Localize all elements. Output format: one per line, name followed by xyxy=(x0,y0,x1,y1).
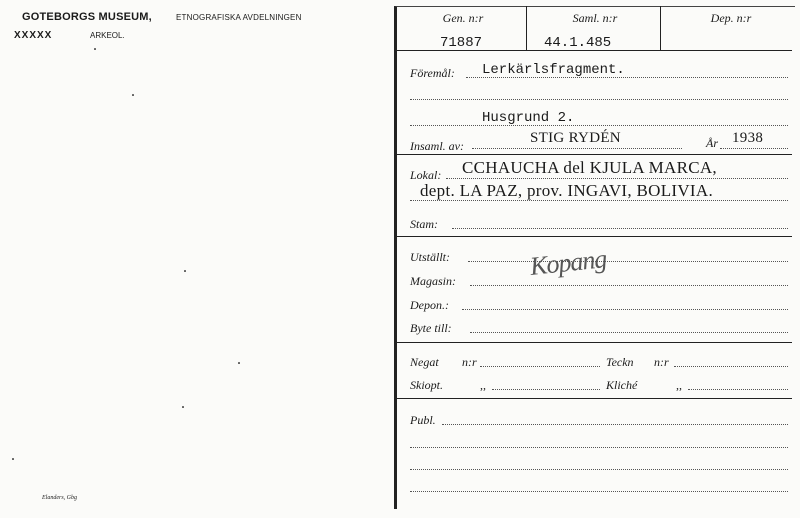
foremal-label: Föremål: xyxy=(410,66,455,80)
teckn-nr-label: n:r xyxy=(654,355,669,369)
dotted-line xyxy=(410,125,788,126)
dotted-line xyxy=(492,389,600,390)
depon-label: Depon.: xyxy=(410,298,449,312)
museum-name: GOTEBORGS MUSEUM, xyxy=(22,11,152,23)
dotted-line xyxy=(466,77,788,78)
speck xyxy=(182,406,184,408)
section-divider xyxy=(397,342,792,343)
dep-nr-label: Dep. n:r xyxy=(710,11,752,25)
magasin-label: Magasin: xyxy=(410,274,456,288)
saml-nr-label: Saml. n:r xyxy=(572,11,618,25)
speck xyxy=(184,270,186,272)
section-divider xyxy=(397,154,792,155)
foremal-value: Lerkärlsfragment. xyxy=(482,62,625,78)
negat-nr-label: n:r xyxy=(462,355,477,369)
stam-label: Stam: xyxy=(410,217,438,231)
foremal-value-line2: Husgrund 2. xyxy=(482,110,575,126)
speck xyxy=(132,94,134,96)
handwritten-signature: Kopang xyxy=(528,244,608,281)
ar-value: 1938 xyxy=(732,130,764,146)
dotted-line xyxy=(470,285,788,286)
dotted-line xyxy=(410,200,788,201)
column-divider xyxy=(660,6,661,50)
dotted-line xyxy=(452,228,788,229)
saml-nr-value: 44.1.485 xyxy=(544,35,612,51)
gen-nr-value: 71887 xyxy=(440,35,483,51)
lokal-value-line2: dept. LA PAZ, prov. INGAVI, BOLIVIA. xyxy=(420,181,714,200)
publ-label: Publ. xyxy=(410,413,436,427)
gen-nr-label: Gen. n:r xyxy=(442,11,484,25)
insaml-value: STIG RYDÉN xyxy=(530,130,621,146)
speck xyxy=(94,48,96,50)
insaml-label: Insaml. av: xyxy=(410,139,464,153)
kliche-label: Kliché xyxy=(606,378,638,392)
printer-mark: Elanders, Gbg xyxy=(42,495,77,501)
lokal-value-line1: CCHAUCHA del KJULA MARCA, xyxy=(462,158,717,177)
byte-till-label: Byte till: xyxy=(410,321,452,335)
department-name: ETNOGRAFISKA AVDELNINGEN xyxy=(176,13,302,22)
skiopt-ditto: ,, xyxy=(480,378,486,392)
dotted-line xyxy=(470,332,788,333)
dotted-line xyxy=(472,148,682,149)
dotted-line xyxy=(410,469,788,470)
ar-label: År xyxy=(706,136,718,150)
utstallt-label: Utställt: xyxy=(410,250,451,264)
dotted-line xyxy=(462,309,788,310)
section-divider xyxy=(397,398,792,399)
dotted-line xyxy=(410,447,788,448)
column-divider xyxy=(526,6,527,50)
lokal-label: Lokal: xyxy=(410,168,442,182)
dotted-line xyxy=(468,261,788,262)
struck-out-text: XXXXX xyxy=(14,30,53,41)
dotted-line xyxy=(442,424,788,425)
speck xyxy=(238,362,240,364)
kliche-ditto: ,, xyxy=(676,378,682,392)
skiopt-label: Skiopt. xyxy=(410,378,443,392)
dotted-line xyxy=(410,491,788,492)
negat-label: Negat xyxy=(410,355,439,369)
dotted-line xyxy=(720,148,788,149)
section-divider xyxy=(397,236,792,237)
section-name: ARKEOL. xyxy=(90,31,125,40)
dotted-line xyxy=(674,366,788,367)
speck xyxy=(12,458,14,460)
dotted-line xyxy=(446,178,788,179)
teckn-label: Teckn xyxy=(606,355,634,369)
dotted-line xyxy=(688,389,788,390)
dotted-line xyxy=(480,366,600,367)
dotted-line xyxy=(410,99,788,100)
